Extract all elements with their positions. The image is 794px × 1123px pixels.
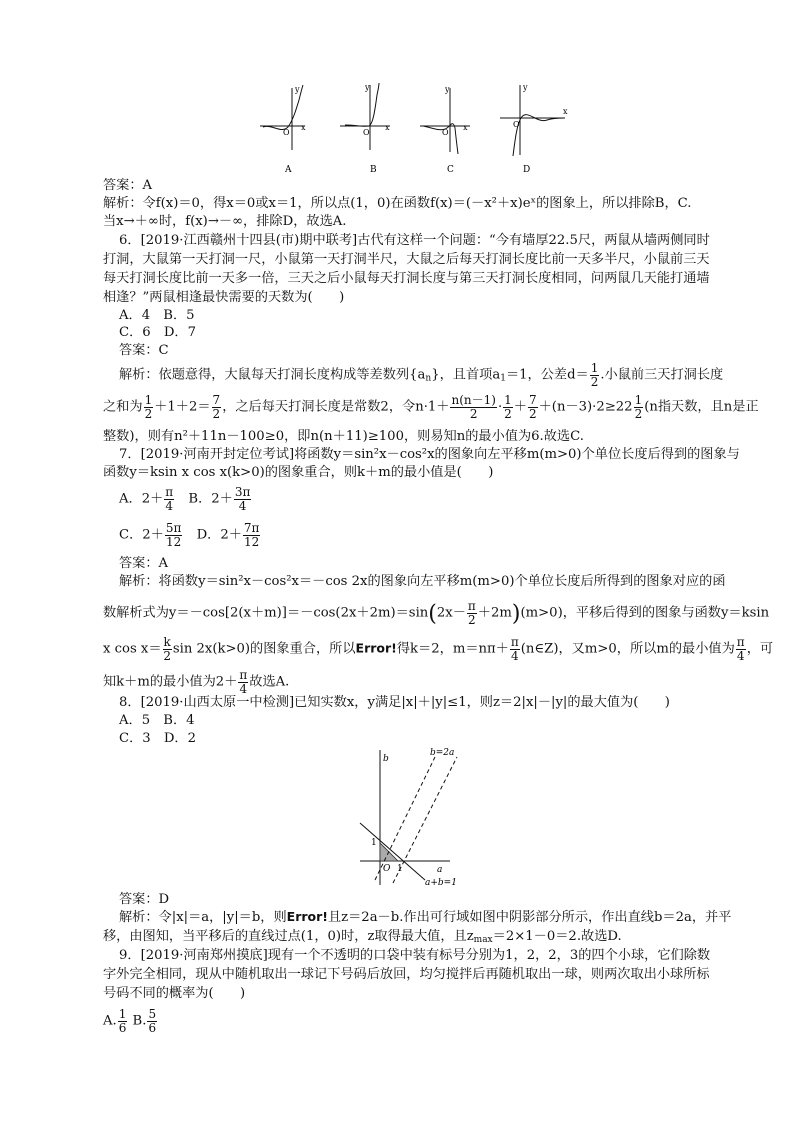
q9-option-b: B. bbox=[128, 1013, 147, 1029]
graph-d-label: D bbox=[523, 165, 531, 175]
q6-stem-line4: 相逢？”两鼠相逢最快需要的天数为( ) bbox=[103, 290, 345, 305]
q5-answer: 答案：A bbox=[103, 178, 153, 193]
q7-s3a: x cos x＝ bbox=[103, 641, 162, 657]
q7-solution-line4 bbox=[103, 669, 289, 695]
graph-a bbox=[260, 85, 305, 150]
q6-frac-seven-half: $\frac{7}{2}$ bbox=[212, 393, 221, 421]
q7-option-d: D．2＋ bbox=[183, 527, 242, 543]
q6-stem-line2: 打洞，大鼠第一天打洞一尺，小鼠第一天打洞半尺，大鼠之后每天打洞长度比前一天多半尺，小鼠前三天 bbox=[103, 252, 710, 267]
q6-s1b: }，且首项a bbox=[431, 367, 501, 383]
q7-stem-line1: 7．[2019·河南开封定位考试]将函数y＝sin²x－cos²x的图象向左平移m(m>0)个单位长度后得到的图象与 bbox=[119, 447, 740, 462]
q6-sub-1: 1 bbox=[500, 373, 506, 384]
q6-solution-line2: 之和为 $\frac{1}{2}$ ＋1＋2＝ $\frac{7}{2}$ ，之后每天打洞长度是常数2，令n·1＋ $\frac{n(n-1)}{2}$ · $\frac{1}{2}$ ＋ $\frac{7}{2}$ ＋(n－3)·2≥22 $\frac{1}{2}$ (n指天数，且n是正 bbox=[103, 393, 759, 421]
q9-stem-line3: 号码不同的概率为( ) bbox=[103, 986, 246, 1001]
q6-s2b: ＋1＋2＝ bbox=[154, 399, 211, 415]
graph-b bbox=[340, 83, 390, 150]
q6-solution-line1 bbox=[119, 362, 723, 388]
graph-b-origin: O bbox=[363, 128, 370, 137]
q6-options-cd: C．6 D．7 bbox=[119, 325, 197, 340]
q5-solution-line1: 解析：令f(x)＝0，得x＝0或x＝1，所以点(1，0)在函数f(x)＝(－x²＋x)eˣ的图象上，所以排除B，C. bbox=[103, 196, 692, 211]
graph-c-y-label: y bbox=[445, 85, 450, 94]
q7-s3b: sin 2x(k>0)的图象重合，所以 bbox=[172, 641, 356, 657]
q7-frac-pi-2: $\frac{\pi}{2}$ bbox=[467, 599, 476, 627]
q8-s2a: 移，由图知，当平移后的直线过点(1，0)时，z取得最大值，且z bbox=[103, 929, 474, 944]
q7-option-a: A．2＋ bbox=[119, 491, 164, 507]
q6-options-ab: A．4 B．5 bbox=[119, 308, 195, 323]
q8-answer: 答案：D bbox=[119, 892, 170, 907]
q7-s3e: (n∈Z)，又m>0，所以m的最小值为 bbox=[520, 641, 735, 657]
q6-s2a: 之和为 bbox=[103, 399, 143, 415]
q7-frac-pi-4-c: $\frac{\pi}{4}$ bbox=[736, 635, 745, 663]
q7-s2d: (m>0)，平移后得到的图象与函数y＝ksin bbox=[520, 605, 770, 621]
graph-d-x-label: x bbox=[563, 107, 568, 116]
q9-stem-line1: 9．[2019·河南郑州摸底]现有一个不透明的口袋中装有标号分别为1，2，2，3的四个小球，它们除数 bbox=[119, 948, 711, 963]
q6-s1a: 解析：依题意得，大鼠每天打洞长度构成等差数列{a bbox=[119, 367, 426, 383]
q7-answer: 答案：A bbox=[119, 556, 169, 571]
q6-stem-line3: 每天打洞长度比前一天多一倍，三天之后小鼠每天打洞长度与第三天打洞长度相同，问两鼠几天能打通墙 bbox=[103, 271, 710, 286]
q7-solution-line2: 数解析式为y＝－cos[2(x＋m)]＝－cos(2x＋2m)＝sin(2x－ $\frac{\pi}{2}$ ＋2m)(m>0)，平移后得到的图象与函数y＝ksin bbox=[103, 599, 770, 627]
q7-option-b: B．2＋ bbox=[175, 491, 233, 507]
q7-solution-line3 bbox=[103, 636, 773, 662]
graph-d-origin: O bbox=[513, 120, 520, 129]
graph-d bbox=[500, 85, 565, 156]
q7-s2a: 数解析式为y＝－cos[2(x＋m)]＝－cos(2x＋2m)＝sin bbox=[103, 605, 429, 621]
q7-s3f: ，可 bbox=[746, 641, 774, 657]
q9-frac-5-6: $\frac{5}{6}$ bbox=[148, 1007, 157, 1035]
q8-solution-line1 bbox=[119, 911, 731, 924]
q6-solution-line3: 整数)，则有n²＋11n－100≥0，即n(n＋11)≥100，则易知n的最小值为6.故选C. bbox=[103, 429, 584, 444]
q8-options-cd: C．3 D．2 bbox=[119, 731, 197, 746]
q7-frac-5pi-12: $\frac{5\pi}{12}$ bbox=[165, 521, 182, 549]
q5-solution-line2: 当x→＋∞时，f(x)→－∞，排除D，故选A. bbox=[103, 214, 347, 229]
q6-frac-seven-half-b: $\frac{7}{2}$ bbox=[528, 393, 537, 421]
q6-s2d: ＋(n－3)·2≥22 bbox=[538, 399, 633, 415]
origin-label: O bbox=[383, 864, 391, 874]
q6-s1d: .小鼠前三天打洞长度 bbox=[600, 367, 724, 383]
tick-y-1: 1 bbox=[371, 838, 377, 848]
q7-s4b: 故选A. bbox=[249, 674, 290, 690]
q6-frac-half-b: $\frac{1}{2}$ bbox=[504, 393, 512, 421]
graph-a-label: A bbox=[285, 165, 292, 175]
graph-c-origin: O bbox=[442, 128, 449, 137]
q8-sub-max: max bbox=[473, 935, 493, 945]
q8-options-ab: A．5 B．4 bbox=[119, 713, 195, 728]
graph-a-y-label: y bbox=[295, 85, 300, 94]
q7-frac-7pi-12: $\frac{7\pi}{12}$ bbox=[243, 521, 260, 549]
q9-frac-1-6: $\frac{1}{6}$ bbox=[118, 1007, 127, 1035]
q6-frac-half-a: $\frac{1}{2}$ bbox=[144, 393, 153, 421]
q6-stem-line1: 6．[2019·江西赣州十四县(市)期中联考]古代有这样一个问题：“今有墙厚22.5尺，两鼠从墙两侧同时 bbox=[119, 233, 710, 248]
q6-frac-nn1: $\frac{n(n-1)}{2}$ bbox=[451, 393, 496, 421]
feasible-region-figure bbox=[345, 745, 475, 890]
q9-option-a: A. bbox=[103, 1013, 117, 1029]
q9-stem-line2: 字外完全相同，现从中随机取出一球记下号码后放回，均匀搅拌后再随机取出一球，则两次取出小球所标 bbox=[103, 967, 710, 982]
q7-solution-line1: 解析：将函数y＝sin²x－cos²x＝－cos 2x的图象向左平移m(m>0)个单位长度后所得到的图象对应的函 bbox=[119, 574, 726, 589]
graph-a-x-label: x bbox=[301, 123, 306, 132]
q9-options bbox=[103, 1008, 158, 1034]
q6-sub-n: n bbox=[425, 373, 432, 384]
graph-a-origin: O bbox=[283, 128, 290, 137]
q8-s1a: 解析：令|x|＝a，|y|＝b，则 bbox=[119, 910, 287, 925]
q7-stem-line2: 函数y＝ksin x cos x(k>0)的图象重合，则k＋m的最小值是( ) bbox=[103, 465, 494, 480]
q7-frac-pi-4: $\frac{\pi}{4}$ bbox=[165, 485, 174, 513]
graph-b-label: B bbox=[370, 165, 377, 175]
q8-error-field: Error! bbox=[286, 909, 328, 924]
q7-options-ab bbox=[119, 486, 252, 512]
q6-s1c: ＝1，公差d＝ bbox=[505, 367, 589, 383]
q8-stem: 8．[2019·山西太原一中检测]已知实数x，y满足|x|＋|y|≤1，则z＝2|x|－|y|的最大值为( ) bbox=[119, 695, 670, 710]
q6-answer: 答案：C bbox=[119, 343, 169, 358]
q7-s2c: ＋2m bbox=[477, 605, 512, 621]
graph-c bbox=[420, 88, 470, 154]
q7-frac-pi-4-b: $\frac{\pi}{4}$ bbox=[510, 635, 519, 663]
graph-b-x-label: x bbox=[385, 123, 390, 132]
q6-s2e: (n指天数，且n是正 bbox=[644, 399, 759, 415]
tick-x-1: 1 bbox=[397, 864, 403, 874]
q6-s2c: ，之后每天打洞长度是常数2，令n·1＋ bbox=[222, 399, 450, 415]
q7-s4a: 知k＋m的最小值为2＋ bbox=[103, 674, 238, 690]
q8-s2c: ＝2×1－0＝2.故选D. bbox=[492, 929, 622, 944]
axis-b-label: b bbox=[383, 754, 389, 764]
function-graphs-figure bbox=[255, 80, 575, 180]
q6-frac-half-d: $\frac{1}{2}$ bbox=[590, 361, 599, 389]
q7-s3d: 得k＝2，m＝nπ＋ bbox=[396, 641, 509, 657]
q7-frac-pi-4-d: $\frac{\pi}{4}$ bbox=[239, 668, 248, 696]
q7-option-c: C．2＋ bbox=[119, 527, 164, 543]
q6-frac-half-c: $\frac{1}{2}$ bbox=[634, 393, 643, 421]
q8-s1c: 且z＝2a－b.作出可行域如图中阴影部分所示，作出直线b＝2a，并平 bbox=[327, 910, 732, 925]
label-a-plus-b: a+b=1 bbox=[425, 878, 457, 888]
q7-frac-3pi-4: $\frac{3\pi}{4}$ bbox=[234, 485, 251, 513]
q7-s2b: 2x－ bbox=[436, 605, 466, 621]
q7-frac-k-2: $\frac{k}{2}$ bbox=[163, 635, 171, 663]
graph-c-label: C bbox=[447, 165, 454, 175]
graph-b-y-label: y bbox=[365, 83, 370, 92]
axis-a-label: a bbox=[437, 865, 443, 875]
q8-solution-line2 bbox=[103, 930, 622, 945]
q7-options-cd bbox=[119, 522, 261, 548]
label-b-2a: b=2a bbox=[430, 748, 455, 758]
q7-error-field: Error! bbox=[355, 640, 397, 656]
graph-c-x-label: x bbox=[463, 123, 468, 132]
graph-d-y-label: y bbox=[523, 83, 528, 92]
line-a-plus-b bbox=[360, 823, 425, 880]
